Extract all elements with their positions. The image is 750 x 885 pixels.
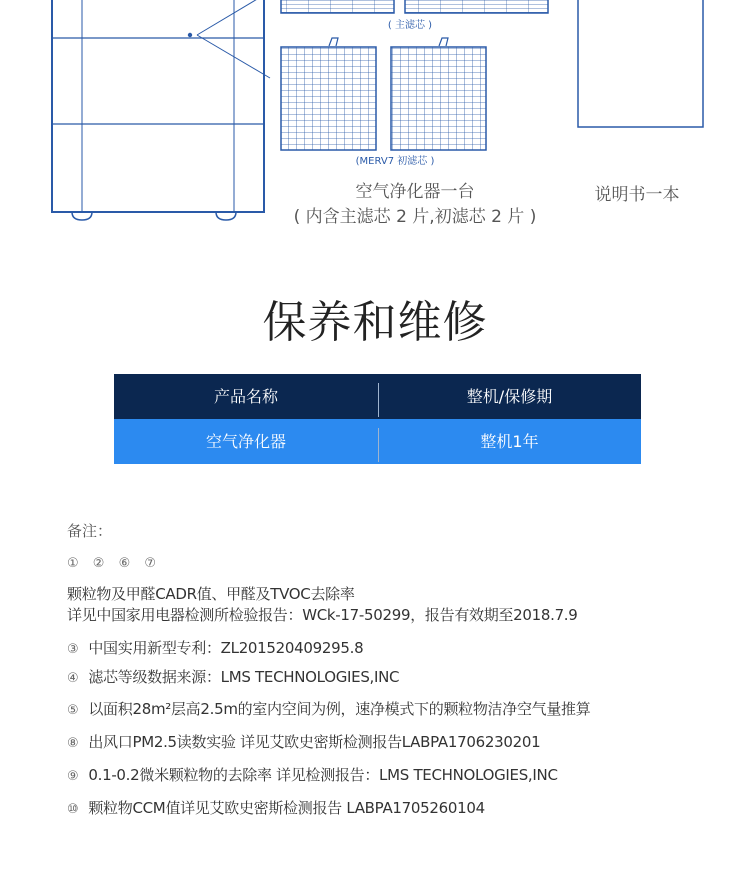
note-line: 详见中国家用电器检测所检验报告：WCk-17-50299，报告有效期至2018.7.9 xyxy=(67,606,578,624)
ref-mark: ② xyxy=(92,556,105,571)
note-text: 0.1-0.2微米颗粒物的去除率 详见检测报告：LMS TECHNOLOGIES,INC xyxy=(88,766,558,784)
ref-mark: ⑦ xyxy=(144,556,157,571)
note-text: 中国实用新型专利：ZL201520409295.8 xyxy=(88,639,364,657)
notes-title: 备注： xyxy=(67,522,113,540)
ref-mark: ⑥ xyxy=(118,556,131,571)
primary-filter-pair xyxy=(281,38,486,150)
note-mark: ⑩ xyxy=(67,802,79,817)
package-contents-illustration xyxy=(0,0,750,240)
main-filter-caption: ( 主滤芯 ) xyxy=(387,20,433,31)
note-item xyxy=(67,666,399,687)
note-mark: ⑨ xyxy=(67,769,79,784)
note-mark: ④ xyxy=(67,671,79,686)
note-item xyxy=(67,698,590,719)
note-text: 滤芯等级数据来源：LMS TECHNOLOGIES,INC xyxy=(88,668,400,686)
table-header-row xyxy=(114,374,641,419)
note-line: 颗粒物及甲醛CADR值、甲醛及TVOC去除率 xyxy=(67,585,355,603)
purifier-label: 空气净化器一台 xyxy=(355,182,475,202)
purifier-outline xyxy=(52,0,270,220)
note-item xyxy=(67,797,485,818)
header-product-name: 产品名称 xyxy=(213,387,278,406)
table-row xyxy=(114,419,641,464)
ref-mark: ① xyxy=(67,556,79,571)
circled-reference-marks xyxy=(67,556,166,571)
note-text: 以面积28m²层高2.5m的室内空间为例，速净模式下的颗粒物洁净空气量推算 xyxy=(88,700,591,718)
note-text: 出风口PM2.5读数实验 详见艾欧史密斯检测报告LABPA1706230201 xyxy=(88,733,541,751)
note-item xyxy=(67,731,540,752)
note-item xyxy=(67,637,363,658)
header-warranty-period: 整机/保修期 xyxy=(466,387,553,406)
primary-filter-caption: (MERV7 初滤芯 ) xyxy=(355,156,435,167)
cell-product-name: 空气净化器 xyxy=(205,432,286,451)
section-title: 保养和维修 xyxy=(262,297,488,348)
purifier-sublabel: ( 内含主滤芯 2 片,初滤芯 2 片 ) xyxy=(293,207,537,227)
note-mark: ⑧ xyxy=(67,736,79,751)
warranty-table xyxy=(114,374,641,464)
manual-label: 说明书一本 xyxy=(594,185,680,205)
main-filter-pair xyxy=(281,0,548,13)
note-text: 颗粒物CCM值详见艾欧史密斯检测报告 LABPA1705260104 xyxy=(88,799,485,817)
manual-outline xyxy=(578,0,703,127)
note-mark: ⑤ xyxy=(67,703,79,718)
cell-warranty-period: 整机1年 xyxy=(480,432,539,451)
note-mark: ③ xyxy=(67,642,79,657)
note-item xyxy=(67,764,558,785)
